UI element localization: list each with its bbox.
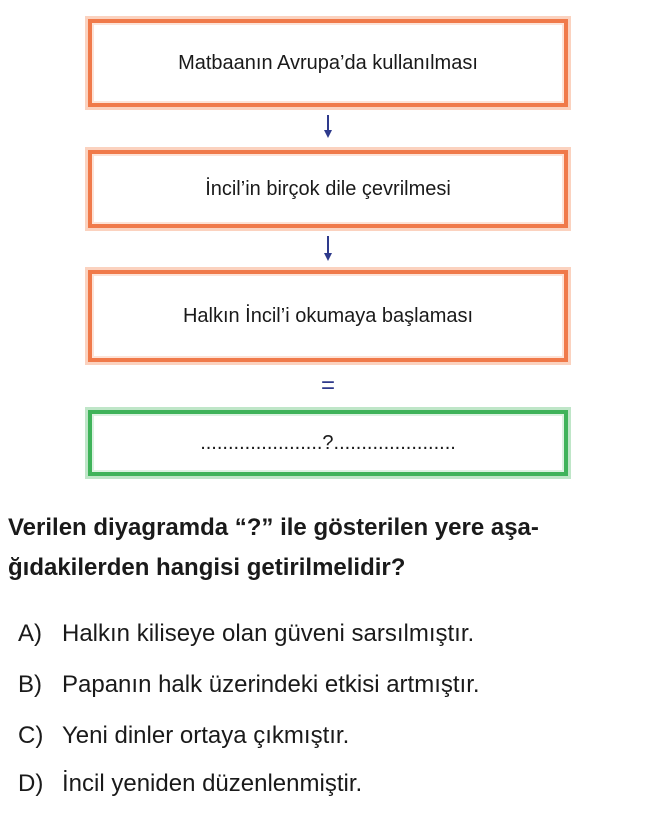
equals-sign: = [320,372,335,399]
option-d[interactable] [18,770,362,798]
option-text: Halkın kiliseye olan güveni sarsılmıştır. [62,620,475,647]
option-letter: B) [18,671,42,698]
answer-placeholder-label: ......................?...................... [200,431,456,454]
flow-box-answer-placeholder [88,410,568,476]
down-arrow-icon [322,115,334,139]
flow-box-public-reading [88,270,568,362]
option-text: Papanın halk üzerindeki etkisi artmıştır. [62,671,480,698]
question-line-1: Verilen diyagramda “?” ile gösterilen yere aşa- [8,514,539,541]
option-b[interactable] [18,671,480,699]
option-c[interactable] [18,722,349,750]
option-text: Yeni dinler ortaya çıkmıştır. [62,722,350,749]
flow-box-label: Matbaanın Avrupa’da kullanılması [178,51,478,74]
question-text [8,508,644,588]
option-a[interactable] [18,620,474,648]
flow-box-label: Halkın İncil’i okumaya başlaması [182,304,474,327]
option-letter: D) [18,770,44,797]
down-arrow-icon [322,236,334,262]
question-line-2: ğıdakilerden hangisi getirilmelidir? [8,554,406,581]
flow-box-bible-translation [88,150,568,228]
option-letter: A) [18,620,42,647]
option-text: İncil yeniden düzenlenmiştir. [62,770,363,797]
option-letter: C) [18,722,44,749]
flow-box-label: İncil’in birçok dile çevrilmesi [205,177,451,200]
flow-box-printing-press [88,19,568,107]
